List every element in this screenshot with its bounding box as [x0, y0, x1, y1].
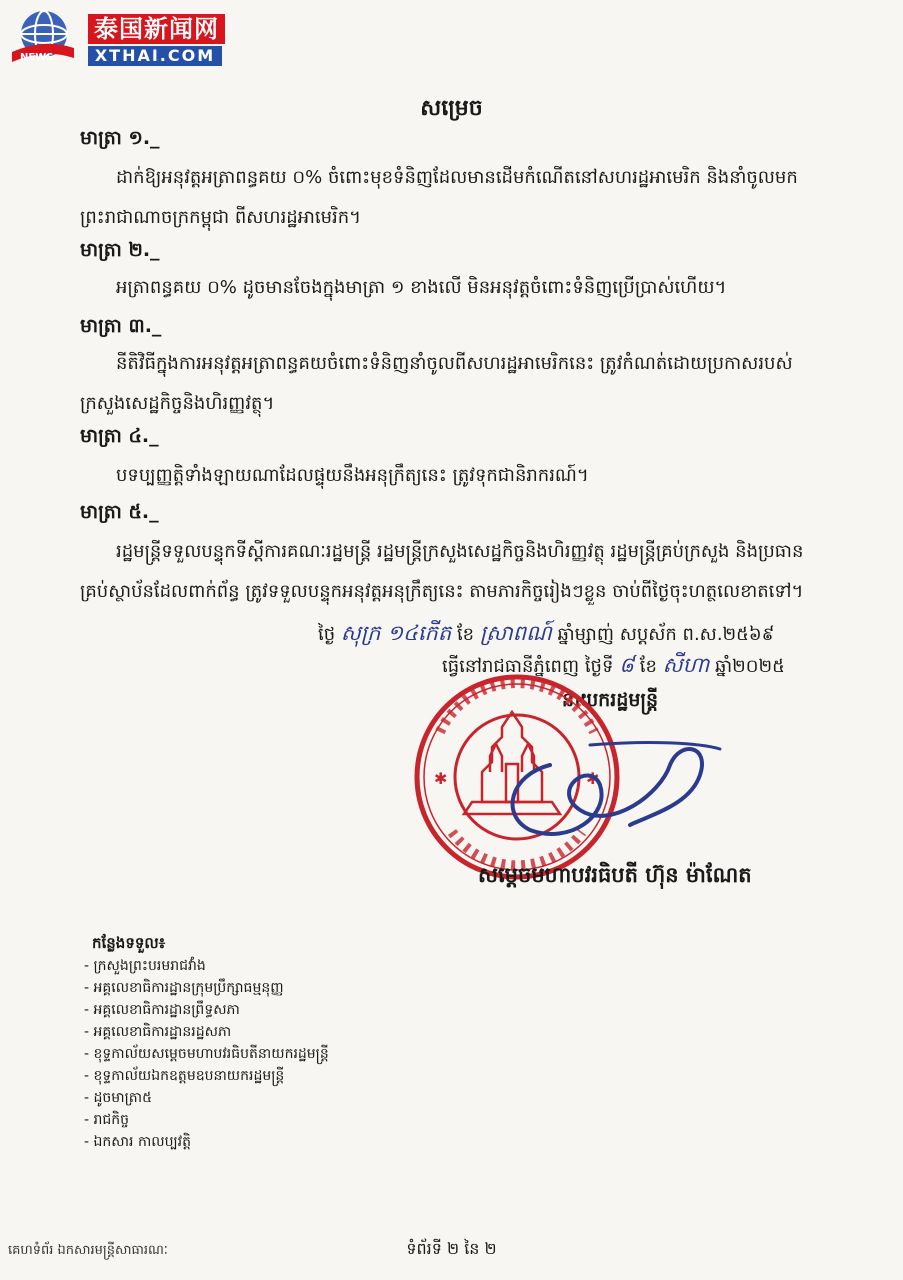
solar-date-line: ធ្វើនៅរាជធានីភ្នំពេញ ថ្ងៃទី ៨ ខែ សីហា ឆ្នាំ២០២៥: [442, 653, 785, 677]
article-4-heading: មាត្រា ៤._: [80, 425, 159, 447]
signature-icon: [490, 735, 730, 845]
signer-title: នាយករដ្ឋមន្ត្រី: [562, 689, 659, 711]
list-item: - ឯកសារ កាលប្បវត្តិ: [84, 1134, 191, 1150]
site-logo[interactable]: [6, 6, 236, 68]
footer-source: គេហទំព័រ ឯកសារមន្ត្រីសាធារណៈ: [8, 1243, 168, 1258]
recipients-heading: កន្លែងទទួល៖: [92, 934, 166, 952]
list-item: - ខុទ្ទកាល័យសម្តេចមហាបវរធិបតីនាយករដ្ឋមន្ត្រី: [84, 1046, 329, 1062]
list-item: - អគ្គលេខាធិការដ្ឋានព្រឹទ្ធសភា: [84, 1002, 240, 1018]
article-1-heading: មាត្រា ១._: [80, 127, 160, 149]
handwritten-lunar-day: សុក្រ ១៤កើត: [340, 621, 452, 645]
article-1-text: ដាក់ឱ្យអនុវត្តអត្រាពន្ធគយ ០% ចំពោះមុខទំនិញដែលមានដើមកំណើតនៅសហរដ្ឋអាមេរិក និងនាំចូលមកព្រះរាជាណាចក្រកម្ពុជា ពីសហរដ្ឋអាមេរិក។: [80, 167, 798, 228]
handwritten-solar-month: សីហា: [662, 653, 710, 677]
article-2-heading: មាត្រា ២._: [80, 239, 160, 261]
logo-name-en: XTHAI.COM: [88, 46, 222, 66]
handwritten-lunar-month: ស្រាពណ៍: [479, 621, 552, 645]
list-item: - អគ្គលេខាធិការដ្ឋានក្រុមប្រឹក្សាធម្មនុញ្ញ: [84, 980, 284, 996]
recipients-list: [84, 955, 329, 1153]
logo-name-cn: 泰国新闻网: [88, 14, 225, 44]
logo-badge: NEWS: [20, 52, 54, 63]
list-item: - ក្រសួងព្រះបរមរាជវាំង: [84, 958, 206, 974]
globe-icon: [10, 8, 76, 66]
list-item: - រាជកិច្ច: [84, 1112, 130, 1128]
article-5-text: រដ្ឋមន្ត្រីទទួលបន្ទុកទីស្តីការគណៈរដ្ឋមន្ត្រី រដ្ឋមន្ត្រីក្រសួងសេដ្ឋកិច្ចនិងហិរញ្ញវត្ថុ រដ្ឋមន្ត្រីគ្រប់ក្រសួង និងប្រធានគ្រប់ស្ថាប័នដែលពាក់ព័ន្ធ ត្រូវទទួលបន្ទុកអនុវត្តអនុក្រឹត្យនេះ តាមភារកិច្ចរៀងៗខ្លួន ចាប់ពីថ្ងៃចុះហត្ថលេខាតទៅ។: [80, 541, 804, 602]
article-3-text: នីតិវិធីក្នុងការអនុវត្តអត្រាពន្ធគយចំពោះទំនិញនាំចូលពីសហរដ្ឋអាមេរិកនេះ ត្រូវកំណត់ដោយប្រកាសរបស់ក្រសួងសេដ្ឋកិច្ចនិងហិរញ្ញវត្ថុ។: [80, 353, 793, 414]
lunar-date-line: ថ្ងៃ សុក្រ ១៤កើត ខែ ស្រាពណ៍ ឆ្នាំម្សាញ់ សប្តស័ក ព.ស.២៥៦៩: [318, 621, 775, 645]
article-2-text: អត្រាពន្ធគយ ០% ដូចមានចែងក្នុងមាត្រា ១ ខាងលើ មិនអនុវត្តចំពោះទំនិញប្រើប្រាស់ហើយ។: [116, 277, 727, 298]
handwritten-solar-day: ៨: [619, 653, 635, 677]
article-4-text: បទប្បញ្ញត្តិទាំងឡាយណាដែលផ្ទុយនឹងអនុក្រឹត្យនេះ ត្រូវទុកជានិរាករណ៍។: [116, 465, 589, 486]
list-item: - ដូចមាត្រា៥: [84, 1090, 153, 1106]
list-item: - ខុទ្ទកាល័យឯកឧត្តមឧបនាយករដ្ឋមន្ត្រី: [84, 1068, 285, 1084]
svg-text:✱: ✱: [586, 769, 600, 788]
signer-name: សម្តេចមហាបវរធិបតី ហ៊ុន ម៉ាណែត: [478, 863, 752, 887]
article-3-heading: មាត្រា ៣._: [80, 315, 162, 337]
decision-title: សម្រេច: [420, 96, 483, 121]
page-number: ទំព័រទី ២ នៃ ២: [406, 1239, 497, 1258]
article-5-heading: មាត្រា ៥._: [80, 501, 159, 523]
list-item: - អគ្គលេខាធិការដ្ឋានរដ្ឋសភា: [84, 1024, 232, 1040]
svg-text:✱: ✱: [434, 769, 448, 788]
